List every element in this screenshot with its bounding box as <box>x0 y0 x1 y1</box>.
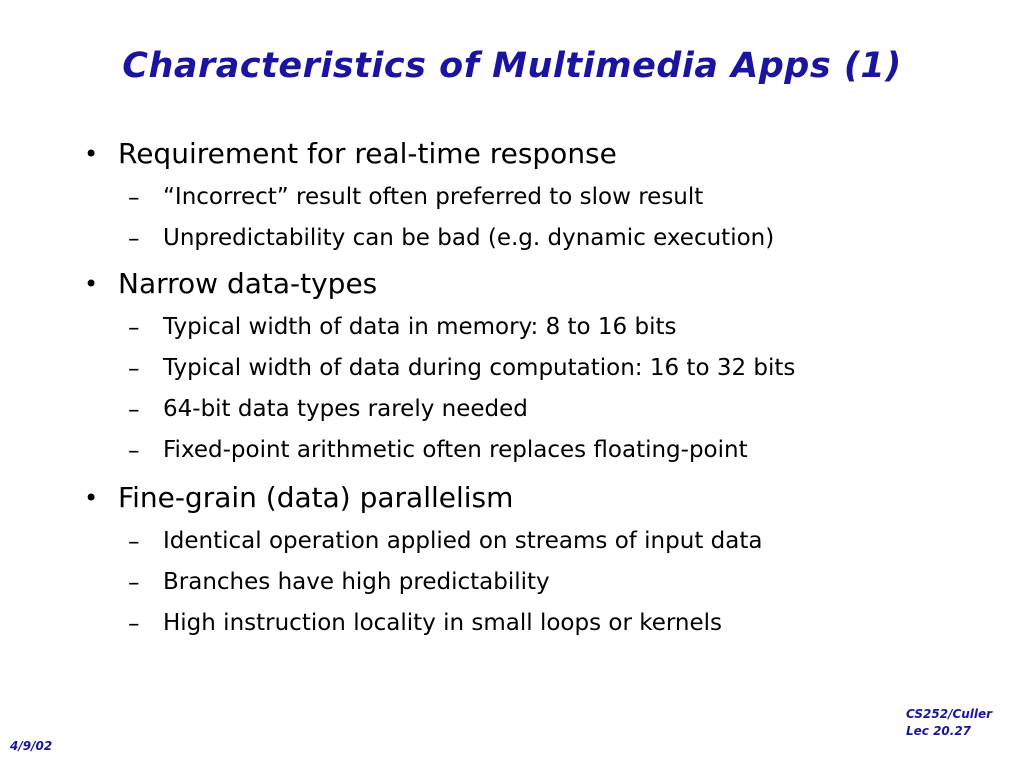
sub-bullet-item: Fixed-point arithmetic often replaces floating-point <box>163 437 748 463</box>
sub-bullet-item: High instruction locality in small loops or kernels <box>163 610 723 636</box>
sub-bullet-glyph: – <box>128 315 140 341</box>
sub-bullet-item: 64-bit data types rarely needed <box>163 396 528 422</box>
footer-date: 4/9/02 <box>10 739 53 753</box>
sub-bullet-item: Unpredictability can be bad (e.g. dynamic execution) <box>163 225 775 251</box>
sub-bullet-glyph: – <box>128 185 140 211</box>
sub-bullet-glyph: – <box>128 226 140 252</box>
sub-bullet-glyph: – <box>128 397 140 423</box>
sub-bullet-glyph: – <box>128 611 140 637</box>
bullet-item: Fine-grain (data) parallelism <box>118 481 514 514</box>
sub-bullet-item: Identical operation applied on streams of input data <box>163 528 763 554</box>
bullet-glyph: • <box>84 270 99 298</box>
footer-course-info <box>906 706 992 740</box>
slide-title: Characteristics of Multimedia Apps (1) <box>122 46 902 86</box>
sub-bullet-glyph: – <box>128 570 140 596</box>
sub-bullet-glyph: – <box>128 356 140 382</box>
bullet-item: Narrow data-types <box>118 267 378 300</box>
sub-bullet-glyph: – <box>128 529 140 555</box>
bullet-item: Requirement for real-time response <box>118 137 617 170</box>
sub-bullet-item: Typical width of data in memory: 8 to 16 bits <box>163 314 677 340</box>
sub-bullet-item: Branches have high predictability <box>163 569 550 595</box>
footer-lecture: Lec 20.27 <box>906 724 972 738</box>
bullet-glyph: • <box>84 484 99 512</box>
sub-bullet-item: “Incorrect” result often preferred to slow result <box>163 184 704 210</box>
sub-bullet-item: Typical width of data during computation: 16 to 32 bits <box>163 355 796 381</box>
bullet-glyph: • <box>84 140 99 168</box>
footer-course: CS252/Culler <box>906 707 993 721</box>
sub-bullet-glyph: – <box>128 438 140 464</box>
